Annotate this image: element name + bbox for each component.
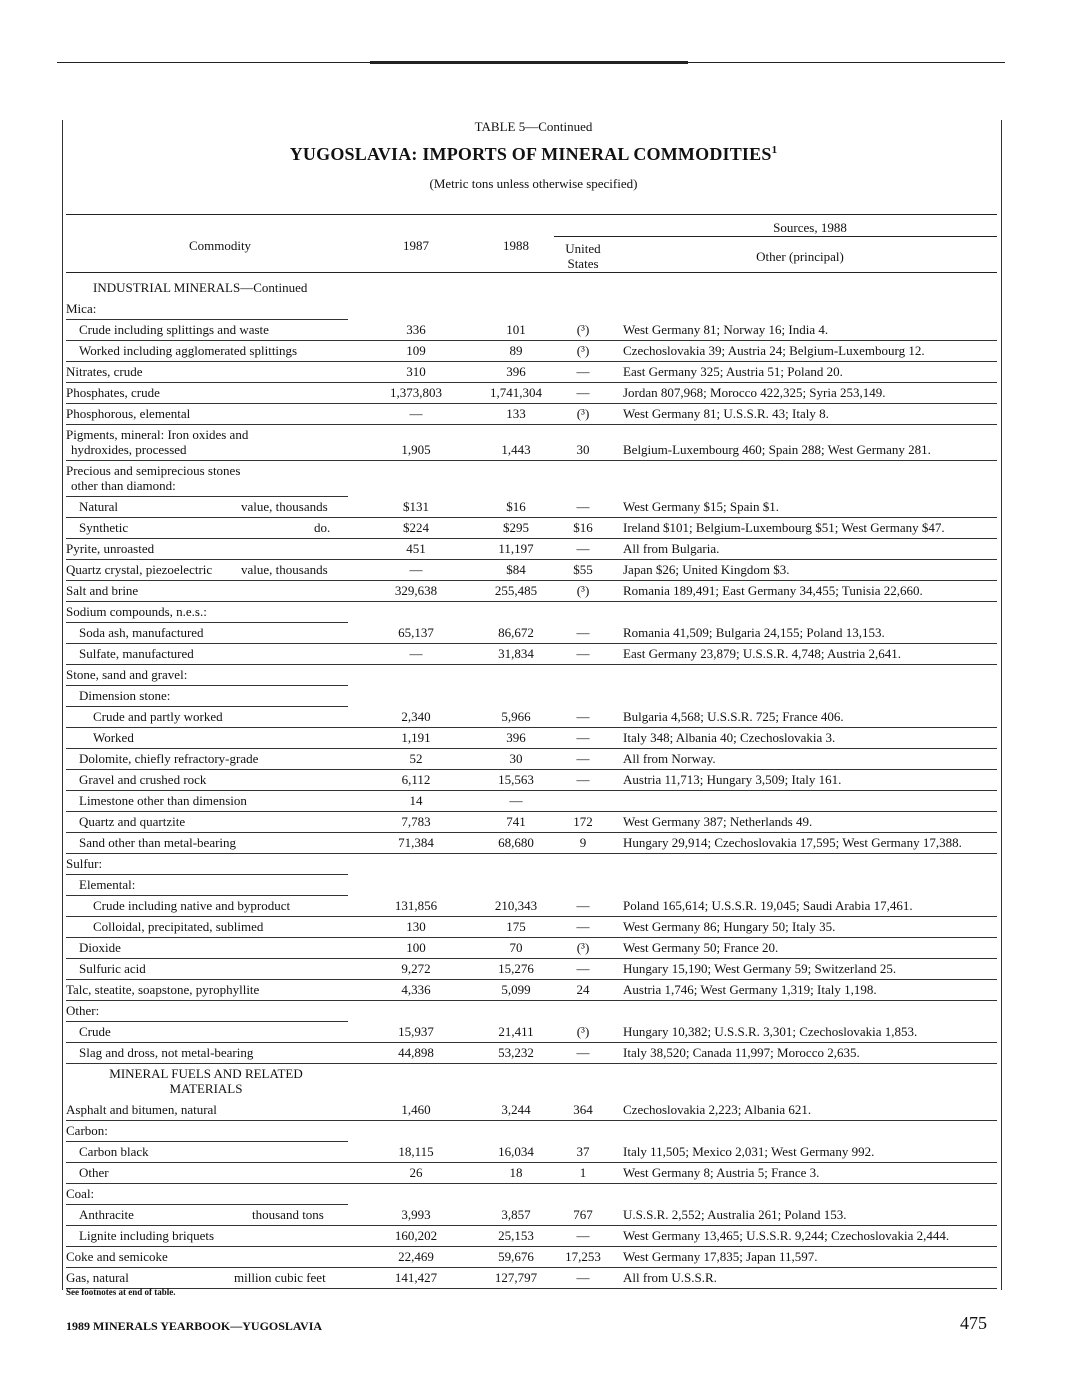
row-1988-value: 11,197: [498, 541, 534, 556]
header-commodity: Commodity: [188, 238, 252, 253]
row-other-sources: West Germany 8; Austria 5; France 3.: [623, 1165, 820, 1180]
row-1988-value: 127,797: [494, 1270, 538, 1285]
row-commodity: Soda ash, manufactured: [79, 625, 204, 640]
row-1988-value: 21,411: [498, 1024, 534, 1039]
row-us-value: $16: [573, 520, 593, 535]
row-commodity: Talc, steatite, soapstone, pyrophyllite: [66, 982, 260, 997]
row-other-sources: Romania 189,491; East Germany 34,455; Tunisia 22,660.: [623, 583, 923, 598]
row-other-sources: West Germany 50; France 20.: [623, 940, 779, 955]
row-other-sources: Poland 165,614; U.S.S.R. 19,045; Saudi Arabia 17,461.: [623, 898, 913, 913]
row-us-value: —: [576, 499, 590, 514]
row-us-value: —: [576, 709, 590, 724]
table-row: [66, 601, 997, 622]
row-commodity: Quartz and quartzite: [79, 814, 186, 829]
row-commodity: Other: [79, 1165, 109, 1180]
table-label: TABLE 5—Continued: [474, 119, 593, 134]
row-1988-value: 396: [506, 730, 526, 745]
row-commodity: Dimension stone:: [79, 688, 171, 703]
table-row: [66, 1204, 997, 1226]
row-commodity: Anthracite: [79, 1207, 134, 1222]
row-other-sources: Japan $26; United Kingdom $3.: [623, 562, 790, 577]
row-other-sources: West Germany 81; U.S.S.R. 43; Italy 8.: [623, 406, 829, 421]
row-1987-value: 131,856: [394, 898, 438, 913]
row-1987-value: 100: [406, 940, 426, 955]
table-row: [66, 298, 997, 319]
header-bottom-rule: [66, 272, 997, 273]
row-1988-value: 3,857: [501, 1207, 531, 1222]
title-footnote: 1: [771, 144, 778, 156]
row-commodity: Natural: [79, 499, 118, 514]
row-1988-value: —: [509, 793, 523, 808]
row-commodity: Lignite including briquets: [79, 1228, 215, 1243]
row-us-value: —: [576, 919, 590, 934]
row-other-sources: All from Norway.: [623, 751, 716, 766]
row-commodity: Coal:: [66, 1186, 95, 1201]
page-number: 475: [960, 1313, 987, 1333]
row-1987-value: 26: [409, 1165, 423, 1180]
table-row: [66, 622, 997, 644]
row-other-sources: Italy 38,520; Canada 11,997; Morocco 2,635.: [623, 1045, 860, 1060]
table-row: [66, 277, 997, 298]
row-unit: thousand tons: [252, 1207, 324, 1222]
row-1987-value: 65,137: [398, 625, 434, 640]
row-1987-value: 9,272: [401, 961, 431, 976]
row-other-sources: Italy 11,505; Mexico 2,031; West Germany 992.: [623, 1144, 875, 1159]
table-row: [66, 1063, 997, 1099]
row-commodity: Sulfate, manufactured: [79, 646, 194, 661]
table-row: [66, 979, 997, 1001]
row-us-value: —: [576, 364, 590, 379]
row-other-sources: West Germany 13,465; U.S.S.R. 9,244; Czechoslovakia 2,444.: [623, 1228, 950, 1243]
row-1987-value: —: [409, 406, 423, 421]
header-other: Other (principal): [756, 249, 844, 264]
row-1988-value: 59,676: [498, 1249, 534, 1264]
row-1987-value: —: [409, 562, 423, 577]
table-row: [66, 319, 997, 341]
table-row: [66, 706, 997, 728]
row-1987-value: 1,905: [401, 442, 431, 457]
row-unit: do.: [314, 520, 331, 535]
row-1988-value: 70: [509, 940, 523, 955]
row-commodity: Quartz crystal, piezoelectric: [66, 562, 213, 577]
table-row: [66, 1162, 997, 1184]
row-1987-value: 329,638: [394, 583, 438, 598]
table-row: [66, 790, 997, 812]
table-row: [66, 811, 997, 833]
row-commodity: Other:: [66, 1003, 100, 1018]
row-commodity: Sulfuric acid: [79, 961, 146, 976]
table-row: [66, 382, 997, 404]
row-other-sources: East Germany 325; Austria 51; Poland 20.: [623, 364, 843, 379]
row-commodity: Stone, sand and gravel:: [66, 667, 188, 682]
sources-subrule: [554, 236, 997, 237]
row-1988-value: 210,343: [494, 898, 538, 913]
row-commodity: Phosphates, crude: [66, 385, 160, 400]
row-1987-value: 1,373,803: [390, 385, 442, 400]
row-commodity: Coke and semicoke: [66, 1249, 168, 1264]
row-1988-value: $295: [503, 520, 529, 535]
table-row: [66, 361, 997, 383]
row-commodity: MINERAL FUELS AND RELATED MATERIALS: [109, 1066, 303, 1096]
row-commodity: Dolomite, chiefly refractory-grade: [79, 751, 259, 766]
row-commodity: Gravel and crushed rock: [79, 772, 207, 787]
row-1988-value: 255,485: [494, 583, 538, 598]
row-1988-value: 15,563: [498, 772, 534, 787]
row-commodity: Carbon:: [66, 1123, 108, 1138]
row-other-sources: Romania 41,509; Bulgaria 24,155; Poland 13,153.: [623, 625, 885, 640]
table-row: [66, 1183, 997, 1204]
row-other-sources: Hungary 29,914; Czechoslovakia 17,595; West Germany 17,388.: [623, 835, 962, 850]
row-commodity: INDUSTRIAL MINERALS—Continued: [93, 280, 308, 295]
subtitle: (Metric tons unless otherwise specified): [429, 176, 638, 191]
table-row: [66, 1267, 997, 1289]
row-other-sources: West Germany 86; Hungary 50; Italy 35.: [623, 919, 836, 934]
row-1988-value: 1,741,304: [490, 385, 542, 400]
row-us-value: —: [576, 751, 590, 766]
row-other-sources: Hungary 15,190; West Germany 59; Switzerland 25.: [623, 961, 897, 976]
row-commodity: Limestone other than dimension: [79, 793, 247, 808]
row-us-value: (³): [576, 583, 590, 598]
row-1987-value: 109: [406, 343, 426, 358]
row-unit: value, thousands: [241, 562, 328, 577]
row-us-value: —: [576, 646, 590, 661]
row-1988-value: $84: [506, 562, 526, 577]
table-row: [66, 580, 997, 602]
row-1987-value: 141,427: [394, 1270, 438, 1285]
row-commodity: Pyrite, unroasted: [66, 541, 155, 556]
row-other-sources: All from U.S.S.R.: [623, 1270, 717, 1285]
row-other-sources: East Germany 23,879; U.S.S.R. 4,748; Austria 2,641.: [623, 646, 902, 661]
row-commodity: Worked including agglomerated splittings: [79, 343, 298, 358]
table-row: [66, 1000, 997, 1021]
row-1988-value: 86,672: [498, 625, 534, 640]
table-row: [66, 643, 997, 665]
row-1988-value: 741: [506, 814, 526, 829]
page-title: YUGOSLAVIA: IMPORTS OF MINERAL COMMODITIES$^1$: [289, 144, 778, 164]
table-row: [66, 496, 997, 518]
table-row: [66, 1141, 997, 1163]
table-row: [66, 958, 997, 980]
row-1988-value: 1,443: [501, 442, 531, 457]
top-rule-accent: [370, 61, 688, 64]
row-other-sources: West Germany 17,835; Japan 11,597.: [623, 1249, 818, 1264]
row-us-value: 1: [579, 1165, 587, 1180]
table-row: [66, 538, 997, 560]
row-commodity: Slag and dross, not metal-bearing: [79, 1045, 254, 1060]
row-commodity: Sand other than metal-bearing: [79, 835, 237, 850]
row-1987-value: 6,112: [401, 772, 431, 787]
table-row: [66, 832, 997, 854]
table-row: [66, 685, 997, 706]
row-1988-value: 30: [509, 751, 523, 766]
row-us-value: 9: [579, 835, 587, 850]
row-1987-value: 310: [406, 364, 426, 379]
row-other-sources: West Germany 387; Netherlands 49.: [623, 814, 813, 829]
row-other-sources: Austria 1,746; West Germany 1,319; Italy 1,198.: [623, 982, 877, 997]
row-other-sources: Czechoslovakia 2,223; Albania 621.: [623, 1102, 812, 1117]
row-1987-value: 3,993: [401, 1207, 431, 1222]
table-row: [66, 895, 997, 917]
row-1987-value: 130: [406, 919, 426, 934]
row-1988-value: $16: [506, 499, 526, 514]
row-us-value: (³): [576, 940, 590, 955]
row-commodity: Crude including splittings and waste: [79, 322, 269, 337]
row-commodity: Salt and brine: [66, 583, 139, 598]
row-1988-value: 396: [506, 364, 526, 379]
table-row: [66, 727, 997, 749]
table-row: [66, 664, 997, 685]
header-united-states: United States: [565, 241, 601, 271]
row-1988-value: 15,276: [498, 961, 534, 976]
table-row: [66, 853, 997, 874]
row-1988-value: 5,966: [501, 709, 531, 724]
header-sources: Sources, 1988: [773, 220, 847, 235]
row-us-value: —: [576, 541, 590, 556]
table-row: [66, 769, 997, 791]
row-commodity: Phosphorous, elemental: [66, 406, 191, 421]
row-other-sources: All from Bulgaria.: [623, 541, 720, 556]
table-row: [66, 1246, 997, 1268]
row-commodity: Pigments, mineral: Iron oxides and hydroxides, processed: [66, 427, 249, 457]
row-commodity: Crude: [79, 1024, 111, 1039]
row-1988-value: 18: [509, 1165, 523, 1180]
row-us-value: —: [576, 1270, 590, 1285]
row-1987-value: 1,191: [401, 730, 431, 745]
row-1987-value: $224: [403, 520, 429, 535]
row-1987-value: 160,202: [394, 1228, 438, 1243]
row-1988-value: 53,232: [498, 1045, 534, 1060]
table-row: [66, 874, 997, 895]
row-1988-value: 25,153: [498, 1228, 534, 1243]
row-us-value: —: [576, 898, 590, 913]
row-commodity: Gas, natural: [66, 1270, 129, 1285]
row-1987-value: 7,783: [401, 814, 431, 829]
row-1988-value: 3,244: [501, 1102, 531, 1117]
table-row: [66, 1099, 997, 1121]
row-unit: value, thousands: [241, 499, 328, 514]
table-row: [66, 559, 997, 581]
row-1987-value: 14: [409, 793, 423, 808]
row-commodity: Dioxide: [79, 940, 121, 955]
row-other-sources: Austria 11,713; Hungary 3,509; Italy 161.: [623, 772, 842, 787]
row-us-value: 767: [573, 1207, 593, 1222]
row-1987-value: 52: [409, 751, 423, 766]
row-1987-value: 18,115: [398, 1144, 434, 1159]
row-commodity: Colloidal, precipitated, sublimed: [93, 919, 264, 934]
row-us-value: —: [576, 385, 590, 400]
row-us-value: —: [576, 625, 590, 640]
table-row: [66, 1042, 997, 1064]
row-other-sources: Ireland $101; Belgium-Luxembourg $51; West Germany $47.: [623, 520, 945, 535]
row-us-value: —: [576, 730, 590, 745]
table-row: [66, 748, 997, 770]
row-other-sources: U.S.S.R. 2,552; Australia 261; Poland 153.: [623, 1207, 847, 1222]
row-1988-value: 5,099: [501, 982, 531, 997]
row-us-value: 17,253: [565, 1249, 601, 1264]
table-row: [66, 460, 997, 496]
header-1987: 1987: [403, 238, 429, 253]
row-unit: million cubic feet: [234, 1270, 326, 1285]
header-1988: 1988: [503, 238, 529, 253]
table-row: [66, 937, 997, 959]
row-1987-value: 2,340: [401, 709, 431, 724]
table-row: [66, 340, 997, 362]
row-us-value: 172: [573, 814, 593, 829]
row-other-sources: Belgium-Luxembourg 460; Spain 288; West Germany 281.: [623, 442, 931, 457]
row-1987-value: 44,898: [398, 1045, 434, 1060]
row-us-value: —: [576, 961, 590, 976]
row-1988-value: 133: [506, 406, 526, 421]
row-1988-value: 89: [509, 343, 523, 358]
row-1987-value: —: [409, 646, 423, 661]
row-commodity: Carbon black: [79, 1144, 149, 1159]
row-commodity: Synthetic: [79, 520, 129, 535]
row-1987-value: 15,937: [398, 1024, 434, 1039]
row-us-value: (³): [576, 322, 590, 337]
row-us-value: 30: [576, 442, 590, 457]
row-other-sources: West Germany $15; Spain $1.: [623, 499, 780, 514]
row-1988-value: 101: [506, 322, 526, 337]
row-us-value: 364: [573, 1102, 593, 1117]
row-commodity: Sodium compounds, n.e.s.:: [66, 604, 207, 619]
row-1987-value: 4,336: [401, 982, 431, 997]
row-us-value: 37: [576, 1144, 590, 1159]
row-us-value: 24: [576, 982, 590, 997]
row-commodity: Asphalt and bitumen, natural: [66, 1102, 217, 1117]
row-commodity: Elemental:: [79, 877, 136, 892]
row-us-value: —: [576, 1045, 590, 1060]
row-1988-value: 16,034: [498, 1144, 534, 1159]
row-1987-value: $131: [403, 499, 429, 514]
table-row: [66, 517, 997, 539]
table-row: [66, 916, 997, 938]
table-row: [66, 1021, 997, 1043]
table-row: [66, 1120, 997, 1141]
row-us-value: (³): [576, 343, 590, 358]
row-1987-value: 451: [406, 541, 426, 556]
row-us-value: (³): [576, 1024, 590, 1039]
running-footer: 1989 MINERALS YEARBOOK—YUGOSLAVIA: [66, 1319, 323, 1333]
row-1987-value: 336: [406, 322, 426, 337]
row-1987-value: 1,460: [401, 1102, 431, 1117]
row-1987-value: 71,384: [398, 835, 434, 850]
row-us-value: —: [576, 772, 590, 787]
footnote-note: See footnotes at end of table.: [66, 1287, 176, 1297]
row-other-sources: West Germany 81; Norway 16; India 4.: [623, 322, 829, 337]
row-1988-value: 68,680: [498, 835, 534, 850]
row-commodity: Precious and semiprecious stones other than diamond:: [66, 463, 241, 493]
row-commodity: Worked: [93, 730, 134, 745]
row-us-value: —: [576, 1228, 590, 1243]
table-row: [66, 1225, 997, 1247]
table-row: [66, 403, 997, 425]
table-row: [66, 424, 997, 461]
header-top-rule: [66, 214, 997, 215]
row-commodity: Nitrates, crude: [66, 364, 143, 379]
row-1988-value: 31,834: [498, 646, 534, 661]
left-margin-rule: [62, 120, 63, 1290]
row-1988-value: 175: [506, 919, 526, 934]
row-other-sources: Czechoslovakia 39; Austria 24; Belgium-Luxembourg 12.: [623, 343, 925, 358]
row-us-value: (³): [576, 406, 590, 421]
row-commodity: Crude and partly worked: [93, 709, 223, 724]
row-1987-value: 22,469: [398, 1249, 434, 1264]
row-commodity: Crude including native and byproduct: [93, 898, 291, 913]
row-commodity: Mica:: [66, 301, 97, 316]
row-other-sources: Bulgaria 4,568; U.S.S.R. 725; France 406.: [623, 709, 844, 724]
row-other-sources: Italy 348; Albania 40; Czechoslovakia 3.: [623, 730, 836, 745]
row-other-sources: Jordan 807,968; Morocco 422,325; Syria 253,149.: [623, 385, 886, 400]
row-other-sources: Hungary 10,382; U.S.S.R. 3,301; Czechoslovakia 1,853.: [623, 1024, 918, 1039]
row-commodity: Sulfur:: [66, 856, 103, 871]
right-margin-rule: [1001, 120, 1002, 1290]
row-us-value: $55: [573, 562, 593, 577]
